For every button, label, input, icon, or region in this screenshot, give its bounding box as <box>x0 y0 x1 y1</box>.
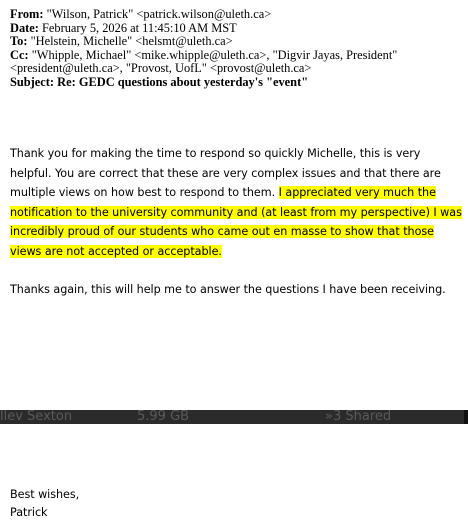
file-owner-name: llev Sexton <box>0 410 73 424</box>
email-header <box>10 8 462 90</box>
strip-edge <box>464 410 468 424</box>
subject-value: Re: GEDC questions about yesterday's "event" <box>57 74 309 89</box>
subject-label: Subject: <box>10 74 55 89</box>
date-line <box>10 22 462 36</box>
shared-count: »3 Shared <box>325 410 392 424</box>
body-paragraph-1-text: Thank you for making the time to respond so quickly Michelle, this is very helpful. You are correct that these are very complex issues and that there are multiple views on how best to respond to them. <box>10 147 441 200</box>
body-paragraph-1 <box>10 144 462 262</box>
closing-block <box>10 486 462 522</box>
from-line <box>10 8 462 22</box>
cc-label: Cc: <box>10 47 29 62</box>
body-paragraph-2: Thanks again, this will help me to answer the questions I have been receiving. <box>10 283 446 296</box>
cc-line <box>10 49 462 76</box>
to-value: "Helstein, Michelle" <helsmt@uleth.ca> <box>30 34 233 49</box>
cc-value: "Whipple, Michael" <mike.whipple@uleth.ca>, "Digvir Jayas, President" <president@uleth.ca>, "Provost, UofL" <provost@uleth.ca> <box>10 47 398 76</box>
file-list-strip <box>0 410 468 424</box>
date-value: February 5, 2026 at 11:45:10 AM MST <box>42 20 237 35</box>
to-line <box>10 35 462 49</box>
highlighted-text: I appreciated very much the notification to the university community and (at least from my perspective) I was incredibly proud of our students who came out en masse to show that those views are not accepted or acceptable. <box>10 186 462 258</box>
signature: Patrick <box>10 506 48 519</box>
date-label: Date: <box>10 20 39 35</box>
subject-line <box>10 76 462 90</box>
from-value: "Wilson, Patrick" <patrick.wilson@uleth.ca> <box>46 7 272 21</box>
to-label: To: <box>10 34 28 49</box>
file-size: 5.99 GB <box>137 410 190 424</box>
from-label: From: <box>10 7 44 21</box>
closing-text: Best wishes, <box>10 488 80 501</box>
